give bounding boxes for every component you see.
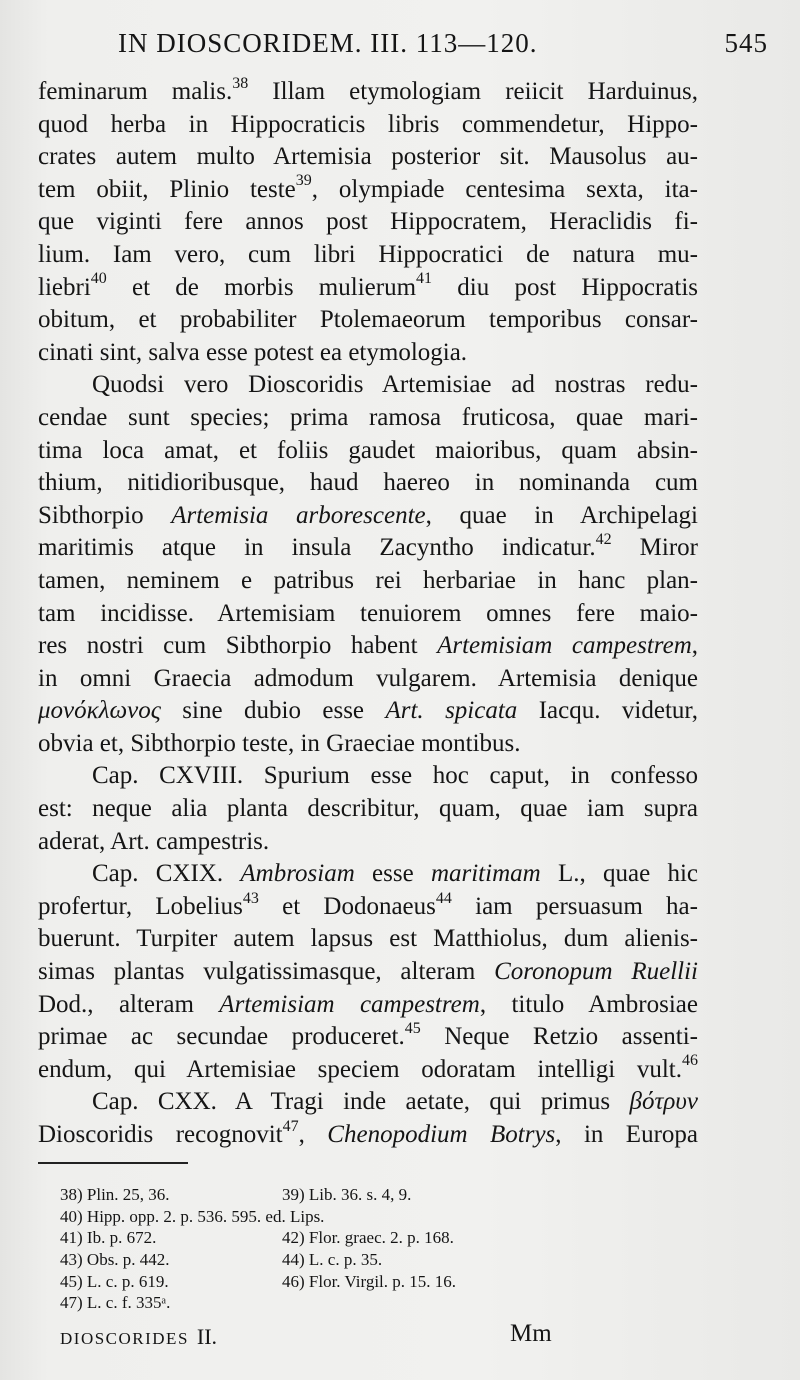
footnote-row — [60, 1249, 620, 1271]
footnote-row — [60, 1271, 620, 1293]
footnote-row — [60, 1227, 620, 1249]
text-line: thium, nitidioribusque, haud haereo in nominanda cum — [38, 469, 698, 497]
text-line: tamen, neminem e patribus rei herbariae in hanc plan- — [38, 566, 698, 594]
text-line: obvia et, Sibthorpio teste, in Graeciae montibus. — [38, 729, 521, 757]
footnote: 42) Flor. graec. 2. p. 168. — [282, 1228, 454, 1248]
text-line: obitum, et probabiliter Ptolemaeorum temporibus consar- — [38, 306, 698, 334]
text-line: μονόκλωνος sine dubio esse Art. spicata Iacqu. videtur, — [38, 697, 698, 725]
text-line: feminarum malis.$^{38}$ Illam etymologiam reiicit Harduinus, — [38, 74, 698, 105]
text-line: aderat, Art. campestris. — [38, 827, 270, 855]
footnote: 41) Ib. p. 672. — [60, 1228, 157, 1248]
footnotes — [60, 1184, 620, 1314]
text-line: Cap. CXX. A Tragi inde aetate, qui primus βότρυν — [92, 1088, 698, 1116]
footnote: 43) Obs. p. 442. — [60, 1250, 170, 1270]
footnote: 47) L. c. f. 335ᵃ. — [60, 1293, 171, 1313]
text-line: maritimis atque in insula Zacyntho indicatur.$^{42}$ Miror — [38, 530, 699, 562]
text-line: Cap. CXVIII. Spurium esse hoc caput, in confesso — [92, 762, 698, 790]
signature-line — [60, 1320, 560, 1350]
footnote-row — [60, 1184, 620, 1206]
footnote: 38) Plin. 25, 36. — [60, 1185, 170, 1204]
text-line: res nostri cum Sibthorpio habent Artemisiam campestrem, — [38, 632, 698, 660]
text-line: Cap. CXIX. Ambrosiam esse maritimam L., quae hic — [92, 860, 698, 888]
text-line: lium. Iam vero, cum libri Hippocratici de natura mu- — [38, 240, 698, 268]
footnote: 44) L. c. p. 35. — [282, 1250, 383, 1270]
text-line: Dioscoridis recognovit$^{47}$, Chenopodium Botrys, in Europa — [38, 1117, 699, 1148]
text-line: est: neque alia planta describitur, quam, quae iam supra — [38, 795, 698, 823]
footnote: 46) Flor. Virgil. p. 15. 16. — [282, 1271, 457, 1291]
footnote-rule — [38, 1162, 188, 1164]
footnote-row — [60, 1206, 620, 1228]
text-line: Quodsi vero Dioscoridis Artemisiae ad nostras redu- — [92, 371, 698, 399]
running-head — [40, 28, 768, 68]
text-line: que viginti fere annos post Hippocratem, Heraclidis fi- — [38, 208, 698, 236]
signature-volume: II. — [196, 1324, 218, 1349]
text-line: tem obiit, Plinio teste$^{39}$, olympiade centesima sexta, ita- — [38, 172, 698, 203]
footnote: 40) Hipp. opp. 2. p. 536. 595. ed. Lips. — [60, 1206, 325, 1226]
text-line: Dod., alteram Artemisiam campestrem, titulo Ambrosiae — [38, 990, 698, 1018]
page-number: 545 — [724, 28, 768, 58]
footnote: 39) Lib. 36. s. 4, 9. — [282, 1185, 412, 1204]
text-line: buerunt. Turpiter autem lapsus est Matthiolus, dum alienis- — [38, 925, 698, 953]
text-line: quod herba in Hippocraticis libris commendetur, Hippo- — [38, 110, 698, 138]
text-line: Sibthorpio Artemisia arborescente, quae in Archipelagi — [38, 501, 698, 529]
text-line: in omni Graecia admodum vulgarem. Artemisia denique — [38, 664, 698, 692]
text-line: profertur, Lobelius$^{43}$ et Dodonaeus$^{44}$ iam persuasum ha- — [38, 889, 698, 920]
text-line: cendae sunt species; prima ramosa fruticosa, quae mari- — [38, 403, 698, 431]
footnote: 45) L. c. p. 619. — [60, 1271, 169, 1291]
running-head-title: IN DIOSCORIDEM. III. 113—120. — [118, 28, 538, 58]
body-text — [38, 76, 698, 1152]
text-line: cinati sint, salva esse potest ea etymologia. — [38, 338, 468, 366]
footnote-row — [60, 1292, 620, 1314]
text-line: primae ac secundae produceret.$^{45}$ Neque Retzio assenti- — [38, 1019, 698, 1051]
signature-mark — [60, 1324, 217, 1350]
text-line: simas plantas vulgatissimasque, alteram Coronopum Ruellii — [38, 958, 698, 986]
text-line: endum, qui Artemisiae speciem odoratam intelligi vult.$^{46}$ — [38, 1052, 698, 1083]
text-line: tam incidisse. Artemisiam tenuiorem omnes fere maio- — [38, 599, 698, 627]
text-line: liebri$^{40}$ et de morbis mulierum$^{41}$ diu post Hippocratis — [38, 270, 698, 301]
text-line: tima loca amat, et foliis gaudet maioribus, quam absin- — [38, 436, 698, 464]
gathering-mark: Mm — [510, 1320, 552, 1347]
text-line: crates autem multo Artemisia posterior sit. Mausolus au- — [38, 143, 698, 171]
signature-text: DIOSCORIDES — [60, 1329, 189, 1348]
